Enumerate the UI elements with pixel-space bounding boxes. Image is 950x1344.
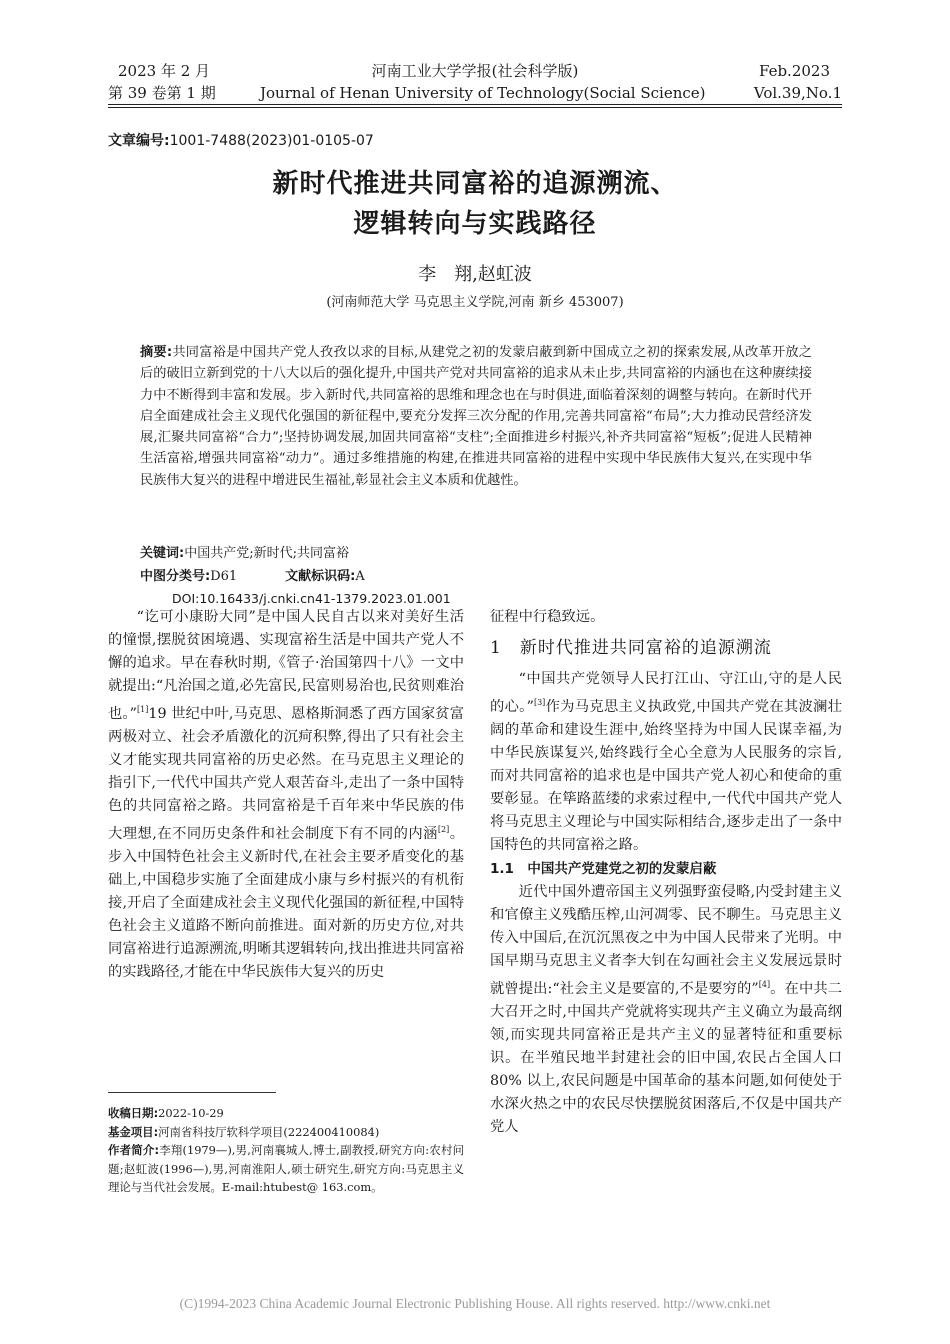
author-info-value: 李翔(1979—),男,河南襄城人,博士,副教授,研究方向:农村问题;赵虹波(1996—),男,河南淮阳人,硕士研究生,研究方向:马克思主义理论与当代社会发展。E-mail:htubest@ 163.com。 — [108, 1143, 464, 1195]
title-line-1: 新时代推进共同富裕的追源溯流、 — [272, 169, 678, 199]
body-continuation: 征程中行稳致远。 — [490, 609, 605, 625]
header-rule — [108, 104, 842, 105]
abstract-label: 摘要: — [140, 345, 173, 360]
body-paragraph — [490, 668, 842, 857]
body-text: “中国共产党领导人民打江山、守江山,守的是人民的心。” — [490, 671, 842, 715]
received-label: 收稿日期: — [108, 1106, 159, 1120]
header-journal-cn: 河南工业大学学报(社会科学版) — [371, 62, 579, 80]
body-text: 。步入中国特色社会主义新时代,在社会主要矛盾变化的基础上,中国稳步实施了全面建成小康与乡村振兴的有机衔接,开启了全面建成社会主义现代化强国的新征程,中国特色社会主义道路不断向前推进。面对新的历史方位,对共同富裕进行追源溯流,明晰其逻辑转向,找出推进共同富裕的实践路径,才能在中华民族伟大复兴的历史 — [108, 826, 465, 980]
footnote-rule — [108, 1092, 276, 1093]
abstract-text: 共同富裕是中国共产党人孜孜以求的目标,从建党之初的发蒙启蔽到新中国成立之初的探索发展,从改革开放之后的破旧立新到党的十八大以后的强化提升,中国共产党对共同富裕的追求从未止步,共同富裕的内涵也在这种赓续接力中不断得到丰富和发展。步入新时代,共同富裕的思维和理念也在与时俱进,面临着深刻的调整与转向。在新时代开启全面建成社会主义现代化强国的新征程中,要充分发挥三次分配的作用,完善共同富裕“布局”;大力推动民营经济发展,汇聚共同富裕“合力”;坚持协调发展,加固共同富裕“支柱”;全面推进乡村振兴,补齐共同富裕“短板”;促进人民精神生活富裕,增强共同富裕“动力”。通过多维措施的构建,在推进共同富裕的进程中实现中华民族伟大复兴,在实现中华民族伟大复兴的进程中增进民生福祉,彰显社会主义本质和优越性。 — [140, 345, 812, 488]
body-paragraph — [490, 881, 842, 1139]
article-number-label: 文章编号: — [108, 133, 170, 149]
body-text: 作为马克思主义执政党,中国共产党在其波澜壮阔的革命和建设生涯中,始终坚持为中国人民谋幸福,为中华民族谋复兴,始终践行全心全意为人民服务的宗旨,而对共同富裕的追求也是中国共产党人初心和使命的重要彰显。在筚路蓝缕的求索过程中,一代代中国共产党人将马克思主义理论与中国实际相结合,逐步走出了一条中国特色的共同富裕之路。 — [490, 699, 842, 853]
body-text: 近代中国外遭帝国主义列强野蛮侵略,内受封建主义和官僚主义残酷压榨,山河凋零、民不聊生。马克思主义传入中国后,在沉沉黑夜之中为中国人民带来了光明。中国早期马克思主义者李大钊在勾画社会主义发展远景时就曾提出:“社会主义是要富的,不是要穷的” — [490, 884, 842, 997]
author-info — [108, 1141, 464, 1197]
clc-label: 中图分类号: — [140, 569, 211, 584]
authors: 李 翔,赵虹波 — [418, 264, 532, 285]
keywords-label: 关键词: — [140, 546, 185, 561]
received-value: 2022-10-29 — [158, 1106, 224, 1120]
citation-ref: [4] — [758, 980, 771, 989]
classification — [140, 566, 365, 587]
header-journal-en: Journal of Henan University of Technology(Social Science) — [260, 84, 706, 102]
title-line-2: 逻辑转向与实践路径 — [353, 209, 597, 239]
fund-label: 基金项目: — [108, 1124, 159, 1139]
body-text: 。在中共二大召开之时,中国共产党就将实现共产主义确立为最高纲领,而实现共同富裕正是共产主义的显著特征和重要标识。在半殖民地半封建社会的旧中国,农民占全国人口 80% 以上,农民问题是中国革命的基本问题,如何使处于水深火热之中的农民尽快摆脱贫困落后,不仅是中国共产党人 — [490, 981, 843, 1135]
fund-value: 河南省科技厅软科学项目(222400410084) — [158, 1124, 380, 1139]
section-heading-1: 1 新时代推进共同富裕的追源溯流 — [490, 638, 772, 658]
body-column-right — [490, 606, 842, 1139]
header-date-cn: 2023 年 2 月 — [118, 62, 211, 80]
citation-ref: [3] — [533, 698, 546, 707]
body-text: 19 世纪中叶,马克思、恩格斯洞悉了西方国家贫富两极对立、社会矛盾激化的沉疴积弊,得出了只有社会主义才能实现共同富裕的历史必然。在马克思主义理论的指引下,一代代中国共产党人艰苦奋斗,走出了一条中国特色的共同富裕之路。共同富裕是千百年来中华民族的伟大理想,在不同历史条件和社会制度下有不同的内涵 — [108, 706, 465, 842]
clc-value: D61 — [210, 569, 238, 584]
citation-ref: [2] — [437, 825, 450, 834]
header-issue-cn: 第 39 卷第 1 期 — [108, 84, 216, 102]
keywords-text: 中国共产党;新时代;共同富裕 — [184, 546, 349, 561]
article-number-value: 1001-7488(2023)01-0105-07 — [169, 133, 374, 149]
body-paragraph — [108, 606, 464, 984]
affiliation: (河南师范大学 马克思主义学院,河南 新乡 453007) — [326, 295, 624, 310]
header-rule-2 — [108, 107, 842, 108]
header-date-en: Feb.2023 — [758, 62, 830, 80]
section-heading-1-1: 1.1 中国共产党建党之初的发蒙启蔽 — [490, 861, 717, 877]
body-column-left — [108, 606, 464, 984]
doc-code-value: A — [355, 569, 365, 584]
citation-ref: [1] — [137, 705, 149, 714]
header-vol-en: Vol.39,No.1 — [753, 84, 842, 102]
keywords — [140, 543, 349, 564]
article-number — [108, 130, 374, 150]
abstract — [140, 342, 812, 491]
author-info-label: 作者简介: — [108, 1143, 160, 1158]
copyright-footer: (C)1994-2023 China Academic Journal Electronic Publishing House. All rights reserved. http://www.cnki.net — [179, 1296, 771, 1311]
footnotes — [108, 1104, 464, 1197]
body-text: “讫可小康盼大同”是中国人民自古以来对美好生活的憧憬,摆脱贫困境遇、实现富裕生活是中国共产党人不懈的追求。早在春秋时期,《管子·治国第四十八》一文中就提出:“凡治国之道,必先富民,民富则易治也,民贫则难治也。” — [108, 609, 464, 722]
fund-info — [108, 1123, 464, 1142]
received-date — [108, 1104, 464, 1123]
doc-code-label: 文献标识码: — [285, 569, 356, 584]
doi: DOI:10.16433/j.cnki.cn41-1379.2023.01.001 — [172, 591, 451, 606]
